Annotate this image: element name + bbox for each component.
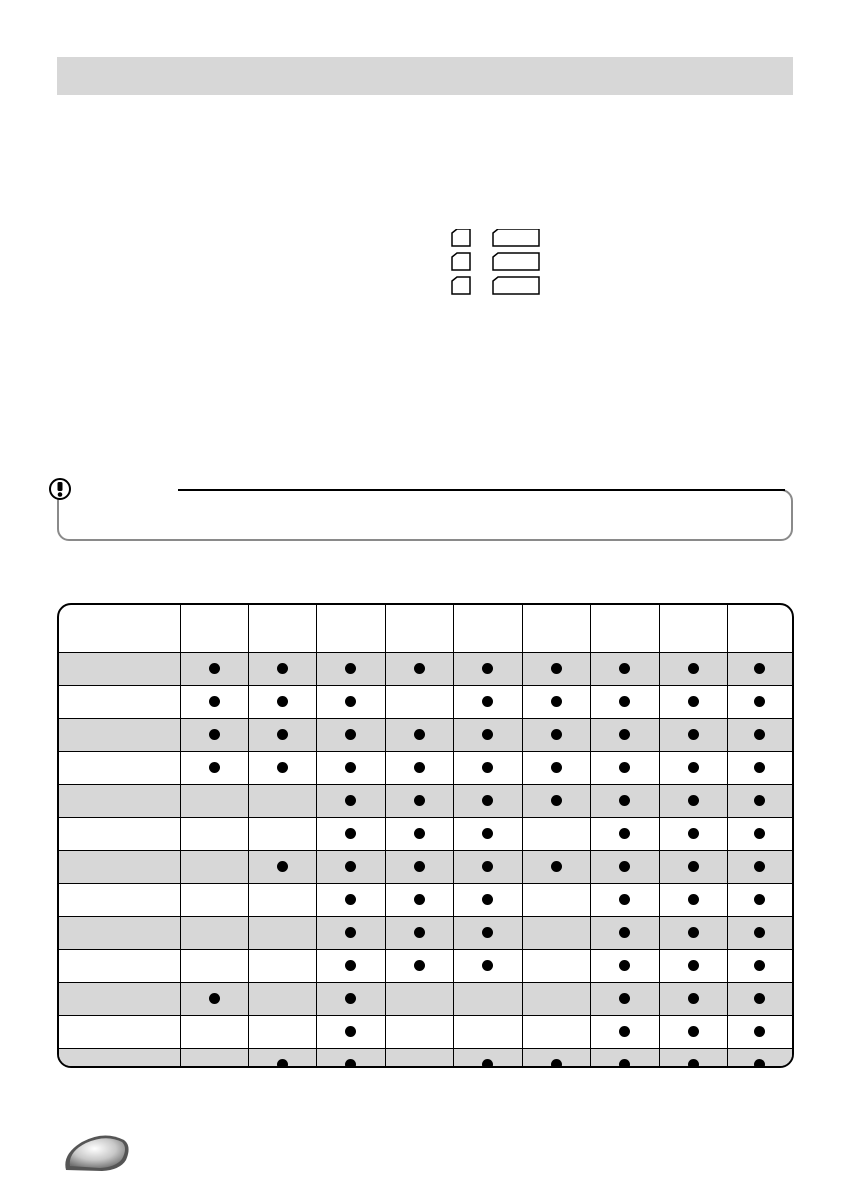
table-cell	[385, 818, 453, 851]
table-cell	[522, 983, 590, 1016]
table-cell	[590, 752, 659, 785]
supported-dot-icon	[688, 663, 699, 674]
table-cell	[659, 917, 727, 950]
column-header	[727, 605, 792, 653]
supported-dot-icon	[482, 729, 493, 740]
supported-dot-icon	[414, 894, 425, 905]
button-diagram	[450, 229, 550, 306]
table-cell	[727, 851, 792, 884]
table-cell	[248, 950, 316, 983]
table-cell	[453, 785, 522, 818]
table-cell	[590, 818, 659, 851]
supported-dot-icon	[482, 1059, 493, 1068]
supported-dot-icon	[551, 729, 562, 740]
supported-dot-icon	[754, 861, 765, 872]
table-cell	[316, 719, 385, 752]
supported-dot-icon	[482, 762, 493, 773]
table-cell	[590, 851, 659, 884]
supported-dot-icon	[754, 696, 765, 707]
supported-dot-icon	[345, 1026, 356, 1037]
supported-dot-icon	[345, 663, 356, 674]
table-cell	[522, 1016, 590, 1049]
supported-dot-icon	[482, 927, 493, 938]
row-label	[59, 851, 180, 884]
table-cell	[248, 1016, 316, 1049]
table-row	[59, 1049, 792, 1069]
table-cell	[180, 653, 248, 686]
supported-dot-icon	[754, 894, 765, 905]
supported-dot-icon	[414, 960, 425, 971]
table-cell	[453, 983, 522, 1016]
table-cell	[590, 1016, 659, 1049]
table-cell	[248, 686, 316, 719]
supported-dot-icon	[688, 1059, 699, 1068]
supported-dot-icon	[688, 828, 699, 839]
table-cell	[659, 884, 727, 917]
table-row	[59, 818, 792, 851]
table-row	[59, 686, 792, 719]
table-cell	[248, 851, 316, 884]
table-cell	[453, 686, 522, 719]
button-tags-icon	[450, 229, 550, 301]
supported-dot-icon	[688, 795, 699, 806]
supported-dot-icon	[754, 828, 765, 839]
compatibility-table	[57, 603, 794, 1068]
table-row	[59, 917, 792, 950]
note-header-rule	[178, 489, 785, 491]
supported-dot-icon	[345, 696, 356, 707]
table	[59, 605, 792, 1068]
table-cell	[385, 653, 453, 686]
supported-dot-icon	[277, 861, 288, 872]
supported-dot-icon	[209, 729, 220, 740]
table-cell	[522, 785, 590, 818]
supported-dot-icon	[414, 729, 425, 740]
table-cell	[727, 950, 792, 983]
supported-dot-icon	[551, 795, 562, 806]
column-header	[180, 605, 248, 653]
table-cell	[180, 1016, 248, 1049]
row-label	[59, 884, 180, 917]
table-cell	[453, 752, 522, 785]
table-cell	[659, 818, 727, 851]
table-cell	[248, 818, 316, 851]
table-cell	[590, 785, 659, 818]
row-label	[59, 950, 180, 983]
table-cell	[248, 719, 316, 752]
row-label	[59, 719, 180, 752]
supported-dot-icon	[619, 762, 630, 773]
supported-dot-icon	[688, 1026, 699, 1037]
table-cell	[522, 950, 590, 983]
caution-icon	[48, 477, 72, 501]
table-cell	[659, 653, 727, 686]
supported-dot-icon	[619, 696, 630, 707]
table-cell	[453, 818, 522, 851]
table-cell	[522, 851, 590, 884]
table-row	[59, 884, 792, 917]
table-cell	[385, 686, 453, 719]
table-cell	[316, 752, 385, 785]
supported-dot-icon	[551, 1059, 562, 1068]
table-cell	[522, 752, 590, 785]
column-header	[590, 605, 659, 653]
table-cell	[180, 851, 248, 884]
table-cell	[590, 653, 659, 686]
supported-dot-icon	[754, 1059, 765, 1068]
supported-dot-icon	[414, 762, 425, 773]
table-cell	[385, 851, 453, 884]
table-cell	[453, 950, 522, 983]
table-cell	[727, 686, 792, 719]
supported-dot-icon	[345, 828, 356, 839]
supported-dot-icon	[277, 696, 288, 707]
table-cell	[727, 884, 792, 917]
supported-dot-icon	[277, 762, 288, 773]
supported-dot-icon	[482, 894, 493, 905]
supported-dot-icon	[688, 927, 699, 938]
supported-dot-icon	[688, 696, 699, 707]
table-cell	[659, 719, 727, 752]
table-cell	[522, 719, 590, 752]
table-cell	[727, 752, 792, 785]
table-cell	[385, 884, 453, 917]
table-cell	[659, 686, 727, 719]
table-cell	[180, 752, 248, 785]
supported-dot-icon	[482, 696, 493, 707]
supported-dot-icon	[209, 993, 220, 1004]
table-cell	[316, 917, 385, 950]
supported-dot-icon	[688, 993, 699, 1004]
table-cell	[590, 1049, 659, 1069]
supported-dot-icon	[619, 993, 630, 1004]
table-cell	[248, 653, 316, 686]
table-row	[59, 719, 792, 752]
supported-dot-icon	[345, 894, 356, 905]
column-header	[316, 605, 385, 653]
supported-dot-icon	[619, 828, 630, 839]
supported-dot-icon	[209, 696, 220, 707]
supported-dot-icon	[209, 762, 220, 773]
table-cell	[180, 950, 248, 983]
table-cell	[727, 719, 792, 752]
row-label	[59, 983, 180, 1016]
row-label	[59, 752, 180, 785]
supported-dot-icon	[345, 993, 356, 1004]
supported-dot-icon	[754, 1026, 765, 1037]
supported-dot-icon	[619, 663, 630, 674]
table-cell	[316, 884, 385, 917]
table-cell	[316, 785, 385, 818]
table-cell	[248, 884, 316, 917]
table-cell	[180, 983, 248, 1016]
supported-dot-icon	[754, 795, 765, 806]
table-cell	[316, 851, 385, 884]
table-cell	[590, 686, 659, 719]
table-row	[59, 752, 792, 785]
supported-dot-icon	[482, 861, 493, 872]
supported-dot-icon	[619, 795, 630, 806]
table-cell	[453, 917, 522, 950]
table-cell	[248, 917, 316, 950]
supported-dot-icon	[619, 729, 630, 740]
supported-dot-icon	[277, 1059, 288, 1068]
supported-dot-icon	[619, 960, 630, 971]
table-cell	[727, 1049, 792, 1069]
table-cell	[727, 785, 792, 818]
table-cell	[590, 917, 659, 950]
table-row	[59, 983, 792, 1016]
table-cell	[522, 917, 590, 950]
supported-dot-icon	[551, 861, 562, 872]
table-cell	[590, 884, 659, 917]
supported-dot-icon	[688, 861, 699, 872]
table-cell	[659, 752, 727, 785]
table-cell	[180, 719, 248, 752]
table-cell	[659, 851, 727, 884]
supported-dot-icon	[688, 894, 699, 905]
table-cell	[522, 686, 590, 719]
supported-dot-icon	[345, 960, 356, 971]
table-cell	[248, 785, 316, 818]
supported-dot-icon	[619, 894, 630, 905]
table-cell	[659, 1049, 727, 1069]
table-cell	[522, 1049, 590, 1069]
row-label	[59, 785, 180, 818]
table-cell	[316, 1049, 385, 1069]
supported-dot-icon	[414, 795, 425, 806]
table-cell	[727, 653, 792, 686]
table-cell	[385, 1049, 453, 1069]
table-cell	[180, 884, 248, 917]
note-box	[57, 489, 793, 541]
table-cell	[659, 983, 727, 1016]
table-cell	[385, 950, 453, 983]
supported-dot-icon	[688, 729, 699, 740]
supported-dot-icon	[754, 762, 765, 773]
supported-dot-icon	[414, 861, 425, 872]
table-cell	[316, 653, 385, 686]
table-cell	[180, 686, 248, 719]
row-label	[59, 1016, 180, 1049]
table-cell	[316, 950, 385, 983]
supported-dot-icon	[345, 762, 356, 773]
table-cell	[453, 653, 522, 686]
table-cell	[180, 1049, 248, 1069]
section-header-bar	[57, 57, 793, 95]
supported-dot-icon	[688, 960, 699, 971]
supported-dot-icon	[688, 762, 699, 773]
supported-dot-icon	[414, 663, 425, 674]
table-cell	[385, 752, 453, 785]
table-cell	[659, 785, 727, 818]
table-cell	[316, 1016, 385, 1049]
supported-dot-icon	[754, 729, 765, 740]
supported-dot-icon	[345, 729, 356, 740]
supported-dot-icon	[345, 795, 356, 806]
table-cell	[727, 818, 792, 851]
table-cell	[727, 1016, 792, 1049]
supported-dot-icon	[482, 828, 493, 839]
supported-dot-icon	[754, 927, 765, 938]
supported-dot-icon	[414, 927, 425, 938]
table-cell	[590, 719, 659, 752]
table-cell	[522, 884, 590, 917]
supported-dot-icon	[277, 663, 288, 674]
table-cell	[316, 686, 385, 719]
supported-dot-icon	[482, 960, 493, 971]
supported-dot-icon	[754, 993, 765, 1004]
table-cell	[180, 785, 248, 818]
supported-dot-icon	[482, 663, 493, 674]
supported-dot-icon	[345, 861, 356, 872]
table-cell	[248, 983, 316, 1016]
row-label	[59, 917, 180, 950]
table-cell	[248, 1049, 316, 1069]
table-cell	[385, 983, 453, 1016]
supported-dot-icon	[277, 729, 288, 740]
table-cell	[453, 851, 522, 884]
supported-dot-icon	[551, 663, 562, 674]
supported-dot-icon	[619, 861, 630, 872]
supported-dot-icon	[754, 663, 765, 674]
table-cell	[590, 950, 659, 983]
supported-dot-icon	[482, 795, 493, 806]
table-row	[59, 653, 792, 686]
table-cell	[659, 1016, 727, 1049]
supported-dot-icon	[345, 927, 356, 938]
table-cell	[727, 983, 792, 1016]
table-cell	[180, 917, 248, 950]
table-cell	[453, 884, 522, 917]
column-header	[659, 605, 727, 653]
table-cell	[385, 719, 453, 752]
table-cell	[248, 752, 316, 785]
table-cell	[522, 818, 590, 851]
supported-dot-icon	[345, 1059, 356, 1068]
table-cell	[316, 818, 385, 851]
row-label	[59, 686, 180, 719]
column-header	[453, 605, 522, 653]
supported-dot-icon	[619, 927, 630, 938]
table-row	[59, 1016, 792, 1049]
table-cell	[659, 950, 727, 983]
supported-dot-icon	[754, 960, 765, 971]
supported-dot-icon	[619, 1026, 630, 1037]
table-corner-cell	[59, 605, 180, 653]
page-number-tab	[62, 1132, 130, 1172]
table-header-row	[59, 605, 792, 653]
table-row	[59, 950, 792, 983]
table-cell	[522, 653, 590, 686]
supported-dot-icon	[209, 663, 220, 674]
table-row	[59, 785, 792, 818]
supported-dot-icon	[551, 762, 562, 773]
table-cell	[590, 983, 659, 1016]
row-label	[59, 818, 180, 851]
table-cell	[453, 719, 522, 752]
table-row	[59, 851, 792, 884]
table-cell	[316, 983, 385, 1016]
table-cell	[385, 917, 453, 950]
table-cell	[727, 917, 792, 950]
supported-dot-icon	[414, 828, 425, 839]
row-label	[59, 653, 180, 686]
column-header	[248, 605, 316, 653]
table-cell	[385, 785, 453, 818]
row-label	[59, 1049, 180, 1069]
table-cell	[453, 1016, 522, 1049]
supported-dot-icon	[619, 1059, 630, 1068]
table-cell	[453, 1049, 522, 1069]
supported-dot-icon	[551, 696, 562, 707]
table-cell	[385, 1016, 453, 1049]
table-cell	[180, 818, 248, 851]
column-header	[385, 605, 453, 653]
column-header	[522, 605, 590, 653]
